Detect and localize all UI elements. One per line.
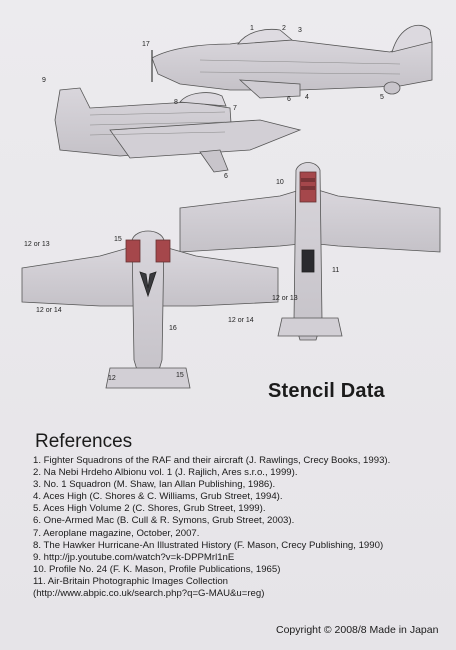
reference-item: 6. One-Armed Mac (B. Cull & R. Symons, Grub Street, 2003). [33, 515, 295, 527]
top-plan-view-drawing [180, 163, 440, 341]
callout-6a: 6 [287, 96, 291, 103]
callout-15-top: 15 [114, 236, 122, 243]
callout-6b: 6 [224, 173, 228, 180]
callout-12-or-14-left: 12 or 14 [36, 307, 62, 314]
callout-10: 10 [276, 179, 284, 186]
copyright-notice: Copyright © 2008/8 Made in Japan [276, 624, 439, 636]
callout-3: 3 [298, 27, 302, 34]
side-view-drawing [152, 25, 432, 98]
reference-item: 8. The Hawker Hurricane-An Illustrated History (F. Mason, Crecy Publishing, 1990) [33, 539, 384, 551]
reference-item: 3. No. 1 Squadron (M. Shaw, Ian Allan Publishing, 1986). [33, 479, 276, 491]
references-list [33, 455, 448, 600]
reference-item: (http://www.abpic.co.uk/search.php?q=G-MAU&u=reg) [33, 588, 265, 600]
callout-12-or-13-right: 12 or 13 [272, 295, 298, 302]
reference-item: 5. Aces High Volume 2 (C. Shores, Grub Street, 1999). [33, 503, 266, 515]
reference-item: 7. Aeroplane magazine, October, 2007. [33, 527, 200, 539]
reference-item: 2. Na Nebi Hrdeho Albionu vol. 1 (J. Rajlich, Ares s.r.o., 1999). [33, 467, 298, 479]
callout-2: 2 [282, 25, 286, 32]
references-heading: References [35, 431, 133, 452]
callout-5: 5 [380, 94, 384, 101]
reference-item: 11. Air-Britain Photographic Images Collection [33, 575, 228, 587]
callout-11: 11 [332, 267, 340, 274]
callout-9: 9 [42, 77, 46, 84]
reference-item: 9. http://jp.youtube.com/watch?v=k-DPPMrl1nE [33, 551, 235, 563]
callout-16: 16 [169, 325, 177, 332]
reference-item: 1. Fighter Squadrons of the RAF and their aircraft (J. Rawlings, Crecy Books, 1993). [33, 455, 391, 466]
callout-7: 7 [233, 105, 237, 112]
callout-8: 8 [174, 99, 178, 106]
reference-item: 10. Profile No. 24 (F. K. Mason, Profile Publications, 1965) [33, 563, 281, 575]
callout-4: 4 [305, 94, 309, 101]
callout-12-or-14-right: 12 or 14 [228, 317, 254, 324]
callout-12-or-13-left: 12 or 13 [24, 241, 50, 248]
callout-17: 17 [142, 41, 150, 48]
callout-1: 1 [250, 25, 254, 32]
callout-15-bottom: 15 [176, 372, 184, 379]
reference-item: 4. Aces High (C. Shores & C. Williams, Grub Street, 1994). [33, 491, 283, 503]
callout-12: 12 [108, 375, 116, 382]
stencil-data-heading: Stencil Data [268, 380, 385, 402]
